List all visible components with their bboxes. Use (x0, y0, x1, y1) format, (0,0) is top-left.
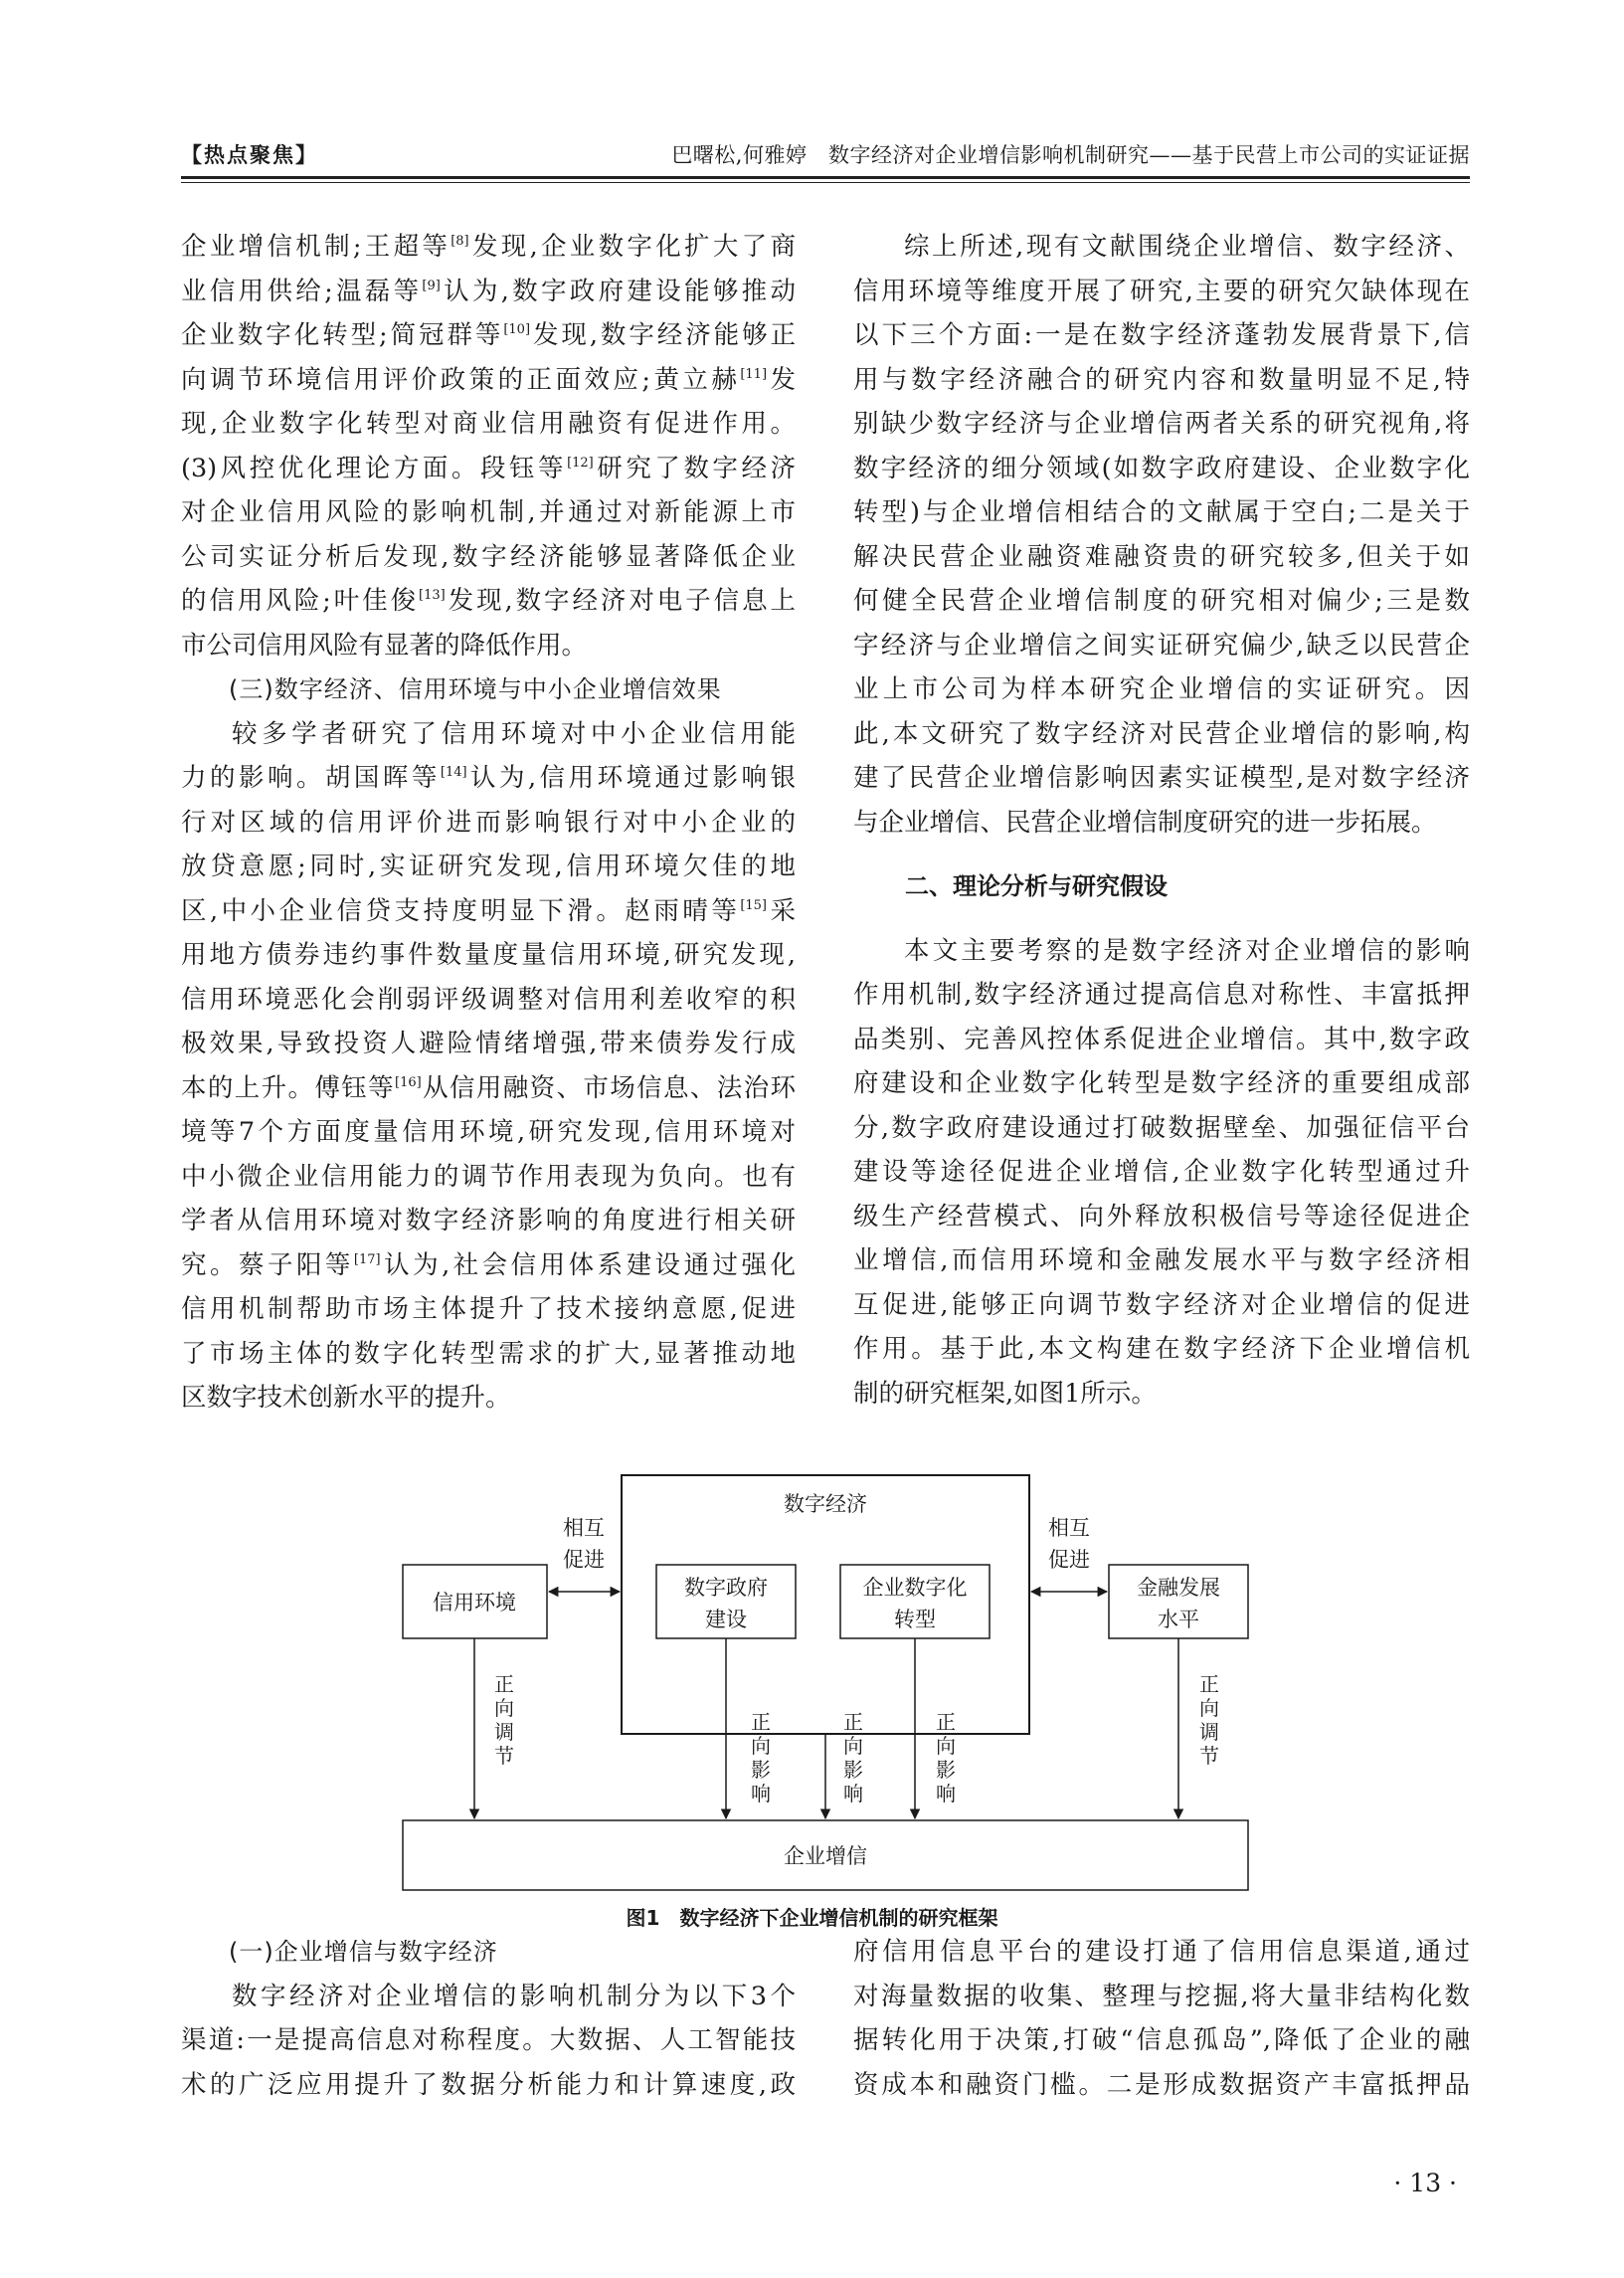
bottom-right-column (853, 1930, 1470, 2107)
pos-inf-2-2: 向 (843, 1734, 863, 1758)
pos-adj-left-3: 调 (494, 1720, 514, 1744)
text-line: 业增信,而信用环境和金融发展水平与数字经济相 (853, 1245, 1470, 1275)
financial-development-label-1: 金融发展 (1137, 1576, 1220, 1600)
pos-inf-3-1: 正 (936, 1710, 956, 1734)
text-line: 数字经济的细分领域(如数字政府建设、企业数字化 (853, 453, 1470, 483)
text-line: 放贷意愿;同时,实证研究发现,信用环境欠佳的地 (181, 852, 796, 881)
text-line: 制的研究框架,如图1所示。 (853, 1378, 1157, 1409)
text-line: 现,企业数字化转型对商业信用融资有促进作用。 (181, 409, 796, 439)
text-line: 何健全民营企业增信制度的研究相对偏少;三是数 (853, 586, 1470, 616)
text-line: 以下三个方面:一是在数字经济蓬勃发展背景下,信 (853, 320, 1470, 350)
text-line: 渠道:一是提高信息对称程度。大数据、人工智能技 (181, 2025, 796, 2055)
text-line: 作用机制,数字经济通过提高信息对称性、丰富抵押 (853, 980, 1470, 1010)
subheading-1: (一)企业增信与数字经济 (229, 1938, 498, 1966)
pos-adj-left-2: 向 (494, 1696, 514, 1720)
text-line: 市公司信用风险有显著的降低作用。 (181, 630, 588, 661)
pos-adj-right-4: 节 (1199, 1744, 1219, 1768)
text-line: 境等7个方面度量信用环境,研究发现,信用环境对 (181, 1117, 796, 1147)
text-line: 学者从信用环境对数字经济影响的角度进行相关研 (181, 1206, 796, 1235)
pos-adj-left-1: 正 (494, 1672, 514, 1696)
text-line: 业信用供给;温磊等[9]认为,数字政府建设能够推动 (181, 276, 796, 306)
text-line: 对海量数据的收集、整理与挖掘,将大量非结构化数 (853, 1981, 1470, 2011)
text-line: 中小微企业信用能力的调节作用表现为负向。也有 (181, 1161, 796, 1192)
text-line: 信用机制帮助市场主体提升了技术接纳意愿,促进 (181, 1294, 796, 1324)
text-line: 企业增信机制;王超等[8]发现,企业数字化扩大了商 (181, 232, 796, 262)
text-line: (3)风控优化理论方面。段钰等[12]研究了数字经济 (181, 453, 796, 483)
citation-marker: [12] (567, 455, 594, 471)
text-line: 品类别、完善风控体系促进企业增信。其中,数字政 (853, 1024, 1470, 1054)
text-line: 公司实证分析后发现,数字经济能够显著降低企业 (181, 541, 796, 572)
pos-inf-1-4: 响 (751, 1782, 771, 1805)
text-line: 解决民营企业融资难融资贵的研究较多,但关于如 (853, 541, 1470, 572)
financial-development-label-2: 水平 (1158, 1608, 1199, 1631)
digital-government-label-2: 建设 (705, 1608, 747, 1631)
text-line: 力的影响。胡国晖等[14]认为,信用环境通过影响银 (181, 763, 796, 793)
text-line: 较多学者研究了信用环境对中小企业信用能 (232, 718, 796, 749)
pos-adj-right-3: 调 (1199, 1720, 1219, 1744)
right-column (853, 225, 1470, 1416)
text-line: 字经济与企业增信之间实证研究偏少,缺乏以民营企 (853, 630, 1470, 661)
text-line: 对企业信用风险的影响机制,并通过对新能源上市 (181, 497, 796, 527)
enterprise-digitalization-label-1: 企业数字化 (862, 1576, 968, 1600)
text-line: 据转化用于决策,打破“信息孤岛”,降低了企业的融 (853, 2025, 1470, 2055)
citation-marker: [13] (419, 588, 446, 603)
text-line: 的信用风险;叶佳俊[13]发现,数字经济对电子信息上 (181, 586, 797, 616)
text-line: 区,中小企业信贷支持度明显下滑。赵雨晴等[15]采 (181, 895, 796, 926)
citation-marker: [17] (353, 1251, 381, 1267)
text-line: 行对区域的信用评价进而影响银行对中小企业的 (181, 807, 796, 838)
mutual-label-left-1: 相互 (563, 1516, 605, 1540)
text-line: 建设等途径促进企业增信,企业数字化转型通过升 (853, 1157, 1470, 1187)
mutual-label-right-2: 促进 (1048, 1548, 1090, 1572)
text-line: 区数字技术创新水平的提升。 (181, 1383, 511, 1413)
text-line: 企业数字化转型;简冠群等[10]发现,数字经济能够正 (181, 320, 797, 350)
text-line: 分,数字政府建设通过打破数据壁垒、加强征信平台 (853, 1112, 1470, 1143)
citation-marker: [8] (451, 234, 469, 249)
text-line: 别缺少数字经济与企业增信两者关系的研究视角,将 (853, 409, 1470, 439)
enterprise-digitalization-label-2: 转型 (894, 1608, 936, 1631)
text-line: 府建设和企业数字化转型是数字经济的重要组成部 (853, 1068, 1470, 1098)
pos-inf-3-2: 向 (936, 1734, 956, 1758)
text-line: 信用环境恶化会削弱评级调整对信用利差收窄的积 (181, 984, 796, 1015)
pos-inf-1-2: 向 (751, 1734, 771, 1758)
paragraph-credit-environment (181, 712, 796, 1421)
pos-inf-1-3: 影 (751, 1758, 771, 1782)
figure-number: 图1 (626, 1906, 660, 1930)
page-number: · 13 · (1393, 2169, 1457, 2197)
text-line: 数字经济对企业增信的影响机制分为以下3个 (232, 1981, 796, 2011)
figure-title: 数字经济下企业增信机制的研究框架 (679, 1906, 998, 1930)
mutual-label-left-2: 促进 (563, 1548, 605, 1572)
pos-inf-1-1: 正 (751, 1710, 771, 1734)
section-heading-2: 二、理论分析与研究假设 (905, 872, 1168, 900)
journal-column-tag: 【热点聚焦】 (181, 142, 318, 167)
paragraph-literature-1 (181, 225, 796, 667)
pos-adj-left-4: 节 (494, 1744, 514, 1768)
pos-inf-2-1: 正 (843, 1710, 863, 1734)
subheading-3: (三)数字经济、信用环境与中小企业增信效果 (229, 675, 722, 703)
pos-inf-2-4: 响 (843, 1782, 863, 1805)
pos-adj-right-2: 向 (1199, 1696, 1219, 1720)
text-line: 互促进,能够正向调节数字经济对企业增信的促进 (853, 1289, 1470, 1320)
mutual-label-right-1: 相互 (1048, 1516, 1090, 1540)
text-line: 此,本文研究了数字经济对民营企业增信的影响,构 (853, 718, 1470, 749)
header-rule-thick (181, 176, 1470, 179)
text-line: 向调节环境信用评价政策的正面效应;黄立赫[11]发 (181, 364, 796, 395)
text-line: 究。蔡子阳等[17]认为,社会信用体系建设通过强化 (181, 1249, 796, 1280)
pos-inf-3-4: 响 (936, 1782, 956, 1805)
text-line: 级生产经营模式、向外释放积极信号等途径促进企 (853, 1201, 1470, 1232)
pos-inf-2-3: 影 (843, 1758, 863, 1782)
text-line: 术的广泛应用提升了数据分析能力和计算速度,政 (181, 2069, 796, 2100)
paragraph-theory (853, 929, 1470, 1417)
header-rule-thin (181, 182, 1470, 183)
paragraph-summary (853, 225, 1470, 845)
text-line: 了市场主体的数字化转型需求的扩大,显著推动地 (181, 1338, 796, 1369)
figure-1-framework (378, 1467, 1273, 1895)
citation-marker: [9] (422, 278, 441, 293)
bottom-left-column (181, 1930, 796, 2107)
text-line: 综上所述,现有文献围绕企业增信、数字经济、 (904, 232, 1470, 262)
citation-marker: [10] (503, 322, 531, 337)
pos-adj-right-1: 正 (1199, 1672, 1219, 1696)
citation-marker: [16] (395, 1074, 422, 1090)
enterprise-credit-label: 企业增信 (784, 1844, 867, 1868)
citation-marker: [15] (740, 897, 767, 913)
digital-economy-label: 数字经济 (784, 1492, 867, 1516)
text-line: 与企业增信、民营企业增信制度研究的进一步拓展。 (853, 807, 1437, 838)
text-line: 极效果,导致投资人避险情绪增强,带来债券发行成 (181, 1029, 796, 1058)
text-line: 建了民营企业增信影响因素实证模型,是对数字经济 (853, 763, 1470, 793)
credit-environment-label: 信用环境 (433, 1591, 516, 1614)
running-header: 巴曙松,何雅婷 数字经济对企业增信影响机制研究——基于民营上市公司的实证证据 (671, 143, 1470, 167)
text-line: 用与数字经济融合的研究内容和数量明显不足,特 (853, 364, 1470, 395)
left-column (181, 225, 796, 1421)
citation-marker: [14] (440, 765, 467, 780)
text-line: 府信用信息平台的建设打通了信用信息渠道,通过 (853, 1937, 1470, 1967)
citation-marker: [11] (740, 366, 768, 382)
text-line: 转型)与企业增信相结合的文献属于空白;二是关于 (853, 497, 1470, 527)
digital-government-label-1: 数字政府 (684, 1576, 768, 1600)
text-line: 本的上升。傅钰等[16]从信用融资、市场信息、法治环 (181, 1072, 796, 1103)
figure-1-caption (0, 1902, 1624, 1931)
text-line: 资成本和融资门槛。二是形成数据资产丰富抵押品 (853, 2069, 1470, 2100)
text-line: 本文主要考察的是数字经济对企业增信的影响 (904, 935, 1470, 966)
text-line: 用地方债券违约事件数量度量信用环境,研究发现, (181, 940, 796, 970)
text-line: 信用环境等维度开展了研究,主要的研究欠缺体现在 (853, 276, 1470, 306)
text-line: 业上市公司为样本研究企业增信的实证研究。因 (853, 674, 1470, 704)
text-line: 作用。基于此,本文构建在数字经济下企业增信机 (853, 1334, 1470, 1364)
pos-inf-3-3: 影 (936, 1758, 956, 1782)
